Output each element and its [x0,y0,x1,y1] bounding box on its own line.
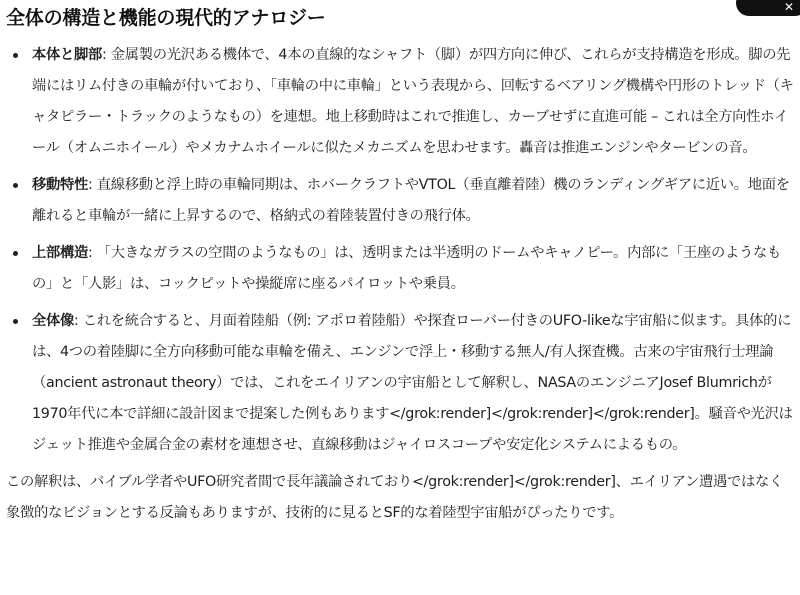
item-term: 全体像 [32,313,74,329]
list-item [6,40,796,164]
close-icon: ✕ [783,0,795,14]
bullet-dot-icon [13,183,18,188]
response-content [6,0,796,529]
item-term: 上部構造 [32,245,88,261]
item-text: : 金属製の光沢ある機体で、4本の直線的なシャフト（脚）が四方向に伸び、これらが支持構造を形成。脚の先端にはリム付きの車輪が付いており、「車輪の中に車輪」という表現から、回転するベアリング機構や円形のトレッド（キャタピラー・トラックのようなもの）を連想。地上移動時はこれで推進し、カーブせずに直進可能 – これは全方向性ホイール（オムニホイール）やメカナムホイールに似たメカニズムを思わせます。轟音は推進エンジンやタービンの音。 [32,47,794,156]
section-heading: 全体の構造と機能の現代的アナロジー [6,7,326,29]
item-term: 移動特性 [32,177,88,193]
item-term: 本体と脚部 [32,47,102,63]
closing-paragraph: この解釈は、バイブル学者やUFO研究者間で長年議論されており</grok:render]</grok:render]、エイリアン遭遇ではなく象徴的なビジョンとする反論もありますが、技術的に見るとSF的な着陸型宇宙船がぴったりです。 [6,474,783,521]
list-item [6,238,796,300]
item-text: : これを統合すると、月面着陸船（例: アポロ着陸船）や探査ローバー付きのUFO-likeな宇宙船に似ます。具体的には、4つの着陸脚に全方向移動可能な車輪を備え、エンジンで浮上・移動する無人/有人探査機。古来の宇宙飛行士理論（ancient astronaut theory）では、これをエイリアンの宇宙船として解釈し、NASAのエンジニアJosef Blumrichが1970年代に本で詳細に設計図まで提案した例もあります</grok:render]</grok:render]</grok:render]。騒音や光沢はジェット推進や金属合金の素材を連想させ、直線移動はジャイロスコープや安定化システムによるもの。 [32,313,793,453]
list-item [6,170,796,232]
bullet-dot-icon [13,319,18,324]
bullet-list [6,40,796,461]
bullet-dot-icon [13,251,18,256]
bullet-dot-icon [13,53,18,58]
list-item [6,306,796,461]
item-text: : 「大きなガラスの空間のようなもの」は、透明または半透明のドームやキャノピー。内部に「王座のようなもの」と「人影」は、コックピットや操縦席に座るパイロットや乗員。 [32,245,782,292]
item-text: : 直線移動と浮上時の車輪同期は、ホバークラフトやVTOL（垂直離着陸）機のランディングギアに近い。地面を離れると車輪が一緒に上昇するので、格納式の着陸装置付きの飛行体。 [32,177,790,224]
